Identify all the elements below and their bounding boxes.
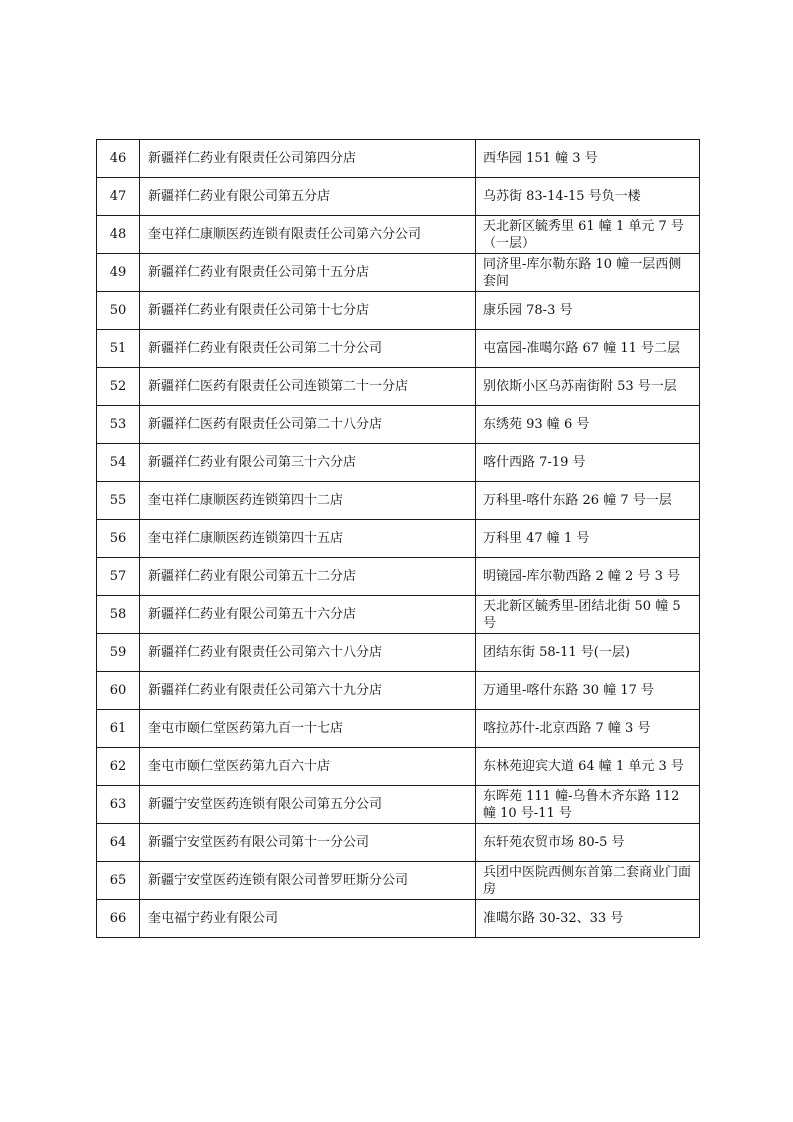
store-address: 万通里-喀什东路 30 幢 17 号	[476, 672, 700, 710]
store-name: 奎屯祥仁康顺医药连锁有限责任公司第六分公司	[140, 216, 476, 254]
table-row	[97, 444, 700, 482]
store-address: 乌苏街 83-14-15 号负一楼	[476, 178, 700, 216]
table-row	[97, 520, 700, 558]
store-address: 准噶尔路 30-32、33 号	[476, 900, 700, 938]
store-name: 新疆祥仁药业有限公司第五分店	[140, 178, 476, 216]
store-address: 屯富园-准噶尔路 67 幢 11 号二层	[476, 330, 700, 368]
store-name: 新疆祥仁药业有限公司第五十二分店	[140, 558, 476, 596]
row-number: 53	[97, 406, 140, 444]
store-address: 天北新区毓秀里-团结北街 50 幢 5 号	[476, 596, 700, 634]
store-address: 东晖苑 111 幢-乌鲁木齐东路 112 幢 10 号-11 号	[476, 786, 700, 824]
row-number: 50	[97, 292, 140, 330]
table-row	[97, 254, 700, 292]
row-number: 63	[97, 786, 140, 824]
store-address: 天北新区毓秀里 61 幢 1 单元 7 号（一层）	[476, 216, 700, 254]
table-row	[97, 292, 700, 330]
store-address: 东林苑迎宾大道 64 幢 1 单元 3 号	[476, 748, 700, 786]
table-row	[97, 672, 700, 710]
table-row	[97, 482, 700, 520]
store-name: 奎屯祥仁康顺医药连锁第四十二店	[140, 482, 476, 520]
table-row	[97, 558, 700, 596]
row-number: 52	[97, 368, 140, 406]
store-name: 奎屯祥仁康顺医药连锁第四十五店	[140, 520, 476, 558]
store-name: 新疆祥仁药业有限责任公司第四分店	[140, 140, 476, 178]
store-name: 新疆祥仁药业有限公司第五十六分店	[140, 596, 476, 634]
row-number: 58	[97, 596, 140, 634]
store-name: 新疆祥仁药业有限责任公司第十七分店	[140, 292, 476, 330]
store-name: 新疆祥仁药业有限责任公司第六十九分店	[140, 672, 476, 710]
store-name: 新疆祥仁药业有限责任公司第六十八分店	[140, 634, 476, 672]
table-row	[97, 900, 700, 938]
store-name: 新疆祥仁医药有限责任公司连锁第二十一分店	[140, 368, 476, 406]
store-list-body	[97, 140, 700, 938]
store-address: 万科里 47 幢 1 号	[476, 520, 700, 558]
store-address: 团结东街 58-11 号(一层)	[476, 634, 700, 672]
table-row	[97, 406, 700, 444]
store-name: 新疆祥仁药业有限公司第三十六分店	[140, 444, 476, 482]
table-row	[97, 862, 700, 900]
table-row	[97, 710, 700, 748]
row-number: 54	[97, 444, 140, 482]
store-address: 康乐园 78-3 号	[476, 292, 700, 330]
row-number: 66	[97, 900, 140, 938]
store-address: 别依斯小区乌苏南街附 53 号一层	[476, 368, 700, 406]
store-name: 奎屯市颐仁堂医药第九百一十七店	[140, 710, 476, 748]
table-row	[97, 216, 700, 254]
table-row	[97, 596, 700, 634]
row-number: 64	[97, 824, 140, 862]
store-address: 兵团中医院西侧东首第二套商业门面房	[476, 862, 700, 900]
store-address: 西华园 151 幢 3 号	[476, 140, 700, 178]
row-number: 59	[97, 634, 140, 672]
row-number: 60	[97, 672, 140, 710]
table-row	[97, 824, 700, 862]
store-name: 奎屯福宁药业有限公司	[140, 900, 476, 938]
store-address: 明镜园-库尔勒西路 2 幢 2 号 3 号	[476, 558, 700, 596]
store-list-table	[96, 139, 700, 938]
table-row	[97, 748, 700, 786]
row-number: 56	[97, 520, 140, 558]
store-name: 奎屯市颐仁堂医药第九百六十店	[140, 748, 476, 786]
store-address: 喀什西路 7-19 号	[476, 444, 700, 482]
store-name: 新疆宁安堂医药有限公司第十一分公司	[140, 824, 476, 862]
table-row	[97, 140, 700, 178]
table-row	[97, 330, 700, 368]
row-number: 61	[97, 710, 140, 748]
store-address: 万科里-喀什东路 26 幢 7 号一层	[476, 482, 700, 520]
table-row	[97, 368, 700, 406]
store-name: 新疆宁安堂医药连锁有限公司第五分公司	[140, 786, 476, 824]
row-number: 55	[97, 482, 140, 520]
table-row	[97, 786, 700, 824]
row-number: 65	[97, 862, 140, 900]
table-row	[97, 634, 700, 672]
row-number: 51	[97, 330, 140, 368]
store-name: 新疆祥仁医药有限责任公司第二十八分店	[140, 406, 476, 444]
store-name: 新疆祥仁药业有限责任公司第十五分店	[140, 254, 476, 292]
store-address: 东轩苑农贸市场 80-5 号	[476, 824, 700, 862]
store-name: 新疆祥仁药业有限责任公司第二十分公司	[140, 330, 476, 368]
row-number: 57	[97, 558, 140, 596]
row-number: 48	[97, 216, 140, 254]
table-row	[97, 178, 700, 216]
row-number: 46	[97, 140, 140, 178]
row-number: 62	[97, 748, 140, 786]
store-address: 同济里-库尔勒东路 10 幢一层西侧套间	[476, 254, 700, 292]
row-number: 49	[97, 254, 140, 292]
row-number: 47	[97, 178, 140, 216]
store-address: 东绣苑 93 幢 6 号	[476, 406, 700, 444]
store-name: 新疆宁安堂医药连锁有限公司普罗旺斯分公司	[140, 862, 476, 900]
store-address: 喀拉苏什-北京西路 7 幢 3 号	[476, 710, 700, 748]
